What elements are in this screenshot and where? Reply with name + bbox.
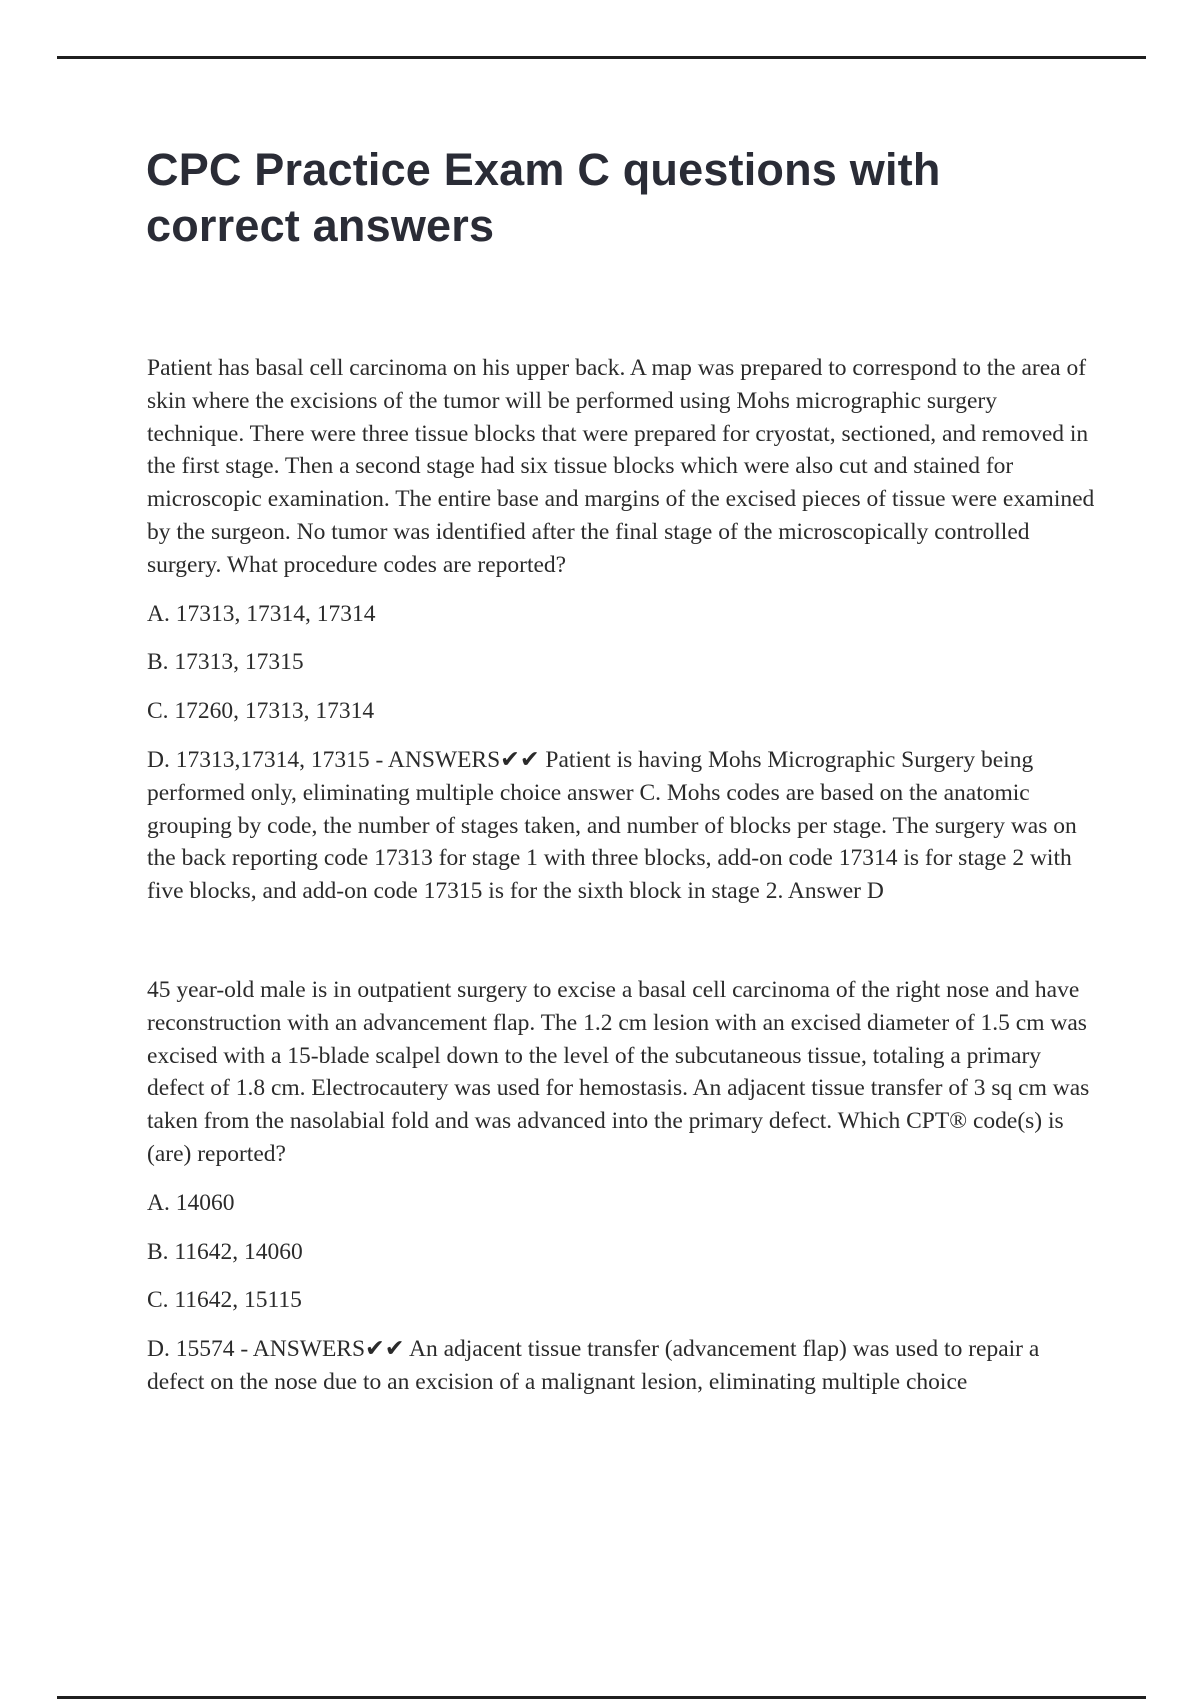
- answer-option-d-with-explanation: D. 17313,17314, 17315 - ANSWERS✔✔ Patient is having Mohs Micrographic Surgery being performed only, eliminating multiple choice answer C. Mohs codes are based on the anatomic grouping by code, the number of stages taken, and number of blocks per stage. The surgery was on the back reporting code 17313 for stage 1 with three blocks, add-on code 17314 is for stage 2 with five blocks, and add-on code 17315 is for the sixth block in stage 2. Answer D: [147, 746, 1077, 905]
- answer-option-a: A. 17313, 17314, 17314: [147, 600, 376, 627]
- answer-option-c: C. 11642, 15115: [147, 1287, 302, 1314]
- answer-option-b: B. 17313, 17315: [147, 649, 304, 676]
- question-1: [147, 352, 1095, 908]
- answer-option-b: B. 11642, 14060: [147, 1238, 303, 1265]
- bottom-divider: [57, 1696, 1146, 1699]
- question-stem: 45 year-old male is in outpatient surgery to excise a basal cell carcinoma of the right nose and have reconstruction with an advancement flap. The 1.2 cm lesion with an excised diameter of 1.5 cm was excised with a 15-blade scalpel down to the level of the subcutaneous tissue, totaling a primary defect of 1.8 cm. Electrocautery was used for hemostasis. An adjacent tissue transfer of 3 sq cm was taken from the nasolabial fold and was advanced into the primary defect. Which CPT® code(s) is (are) reported?: [147, 976, 1090, 1167]
- answer-option-a: A. 14060: [147, 1189, 235, 1216]
- answer-option-c: C. 17260, 17313, 17314: [147, 698, 375, 725]
- question-2: [147, 974, 1095, 1399]
- question-stem: Patient has basal cell carcinoma on his upper back. A map was prepared to correspond to the area of skin where the excisions of the tumor will be performed using Mohs micrographic surgery technique. There were three tissue blocks that were prepared for cryostat, sectioned, and removed in the first stage. Then a second stage had six tissue blocks which were also cut and stained for microscopic examination. The entire base and margins of the excised pieces of tissue were examined by the surgeon. No tumor was identified after the final stage of the microscopically controlled surgery. What procedure codes are reported?: [147, 355, 1095, 578]
- document-title: CPC Practice Exam C questions with correct answers: [146, 144, 941, 251]
- document-body: [147, 352, 1095, 1415]
- top-divider: [57, 56, 1146, 59]
- answer-option-d-with-explanation: D. 15574 - ANSWERS✔✔ An adjacent tissue transfer (advancement flap) was used to repair a defect on the nose due to an excision of a malignant lesion, eliminating multiple choice: [147, 1336, 1040, 1395]
